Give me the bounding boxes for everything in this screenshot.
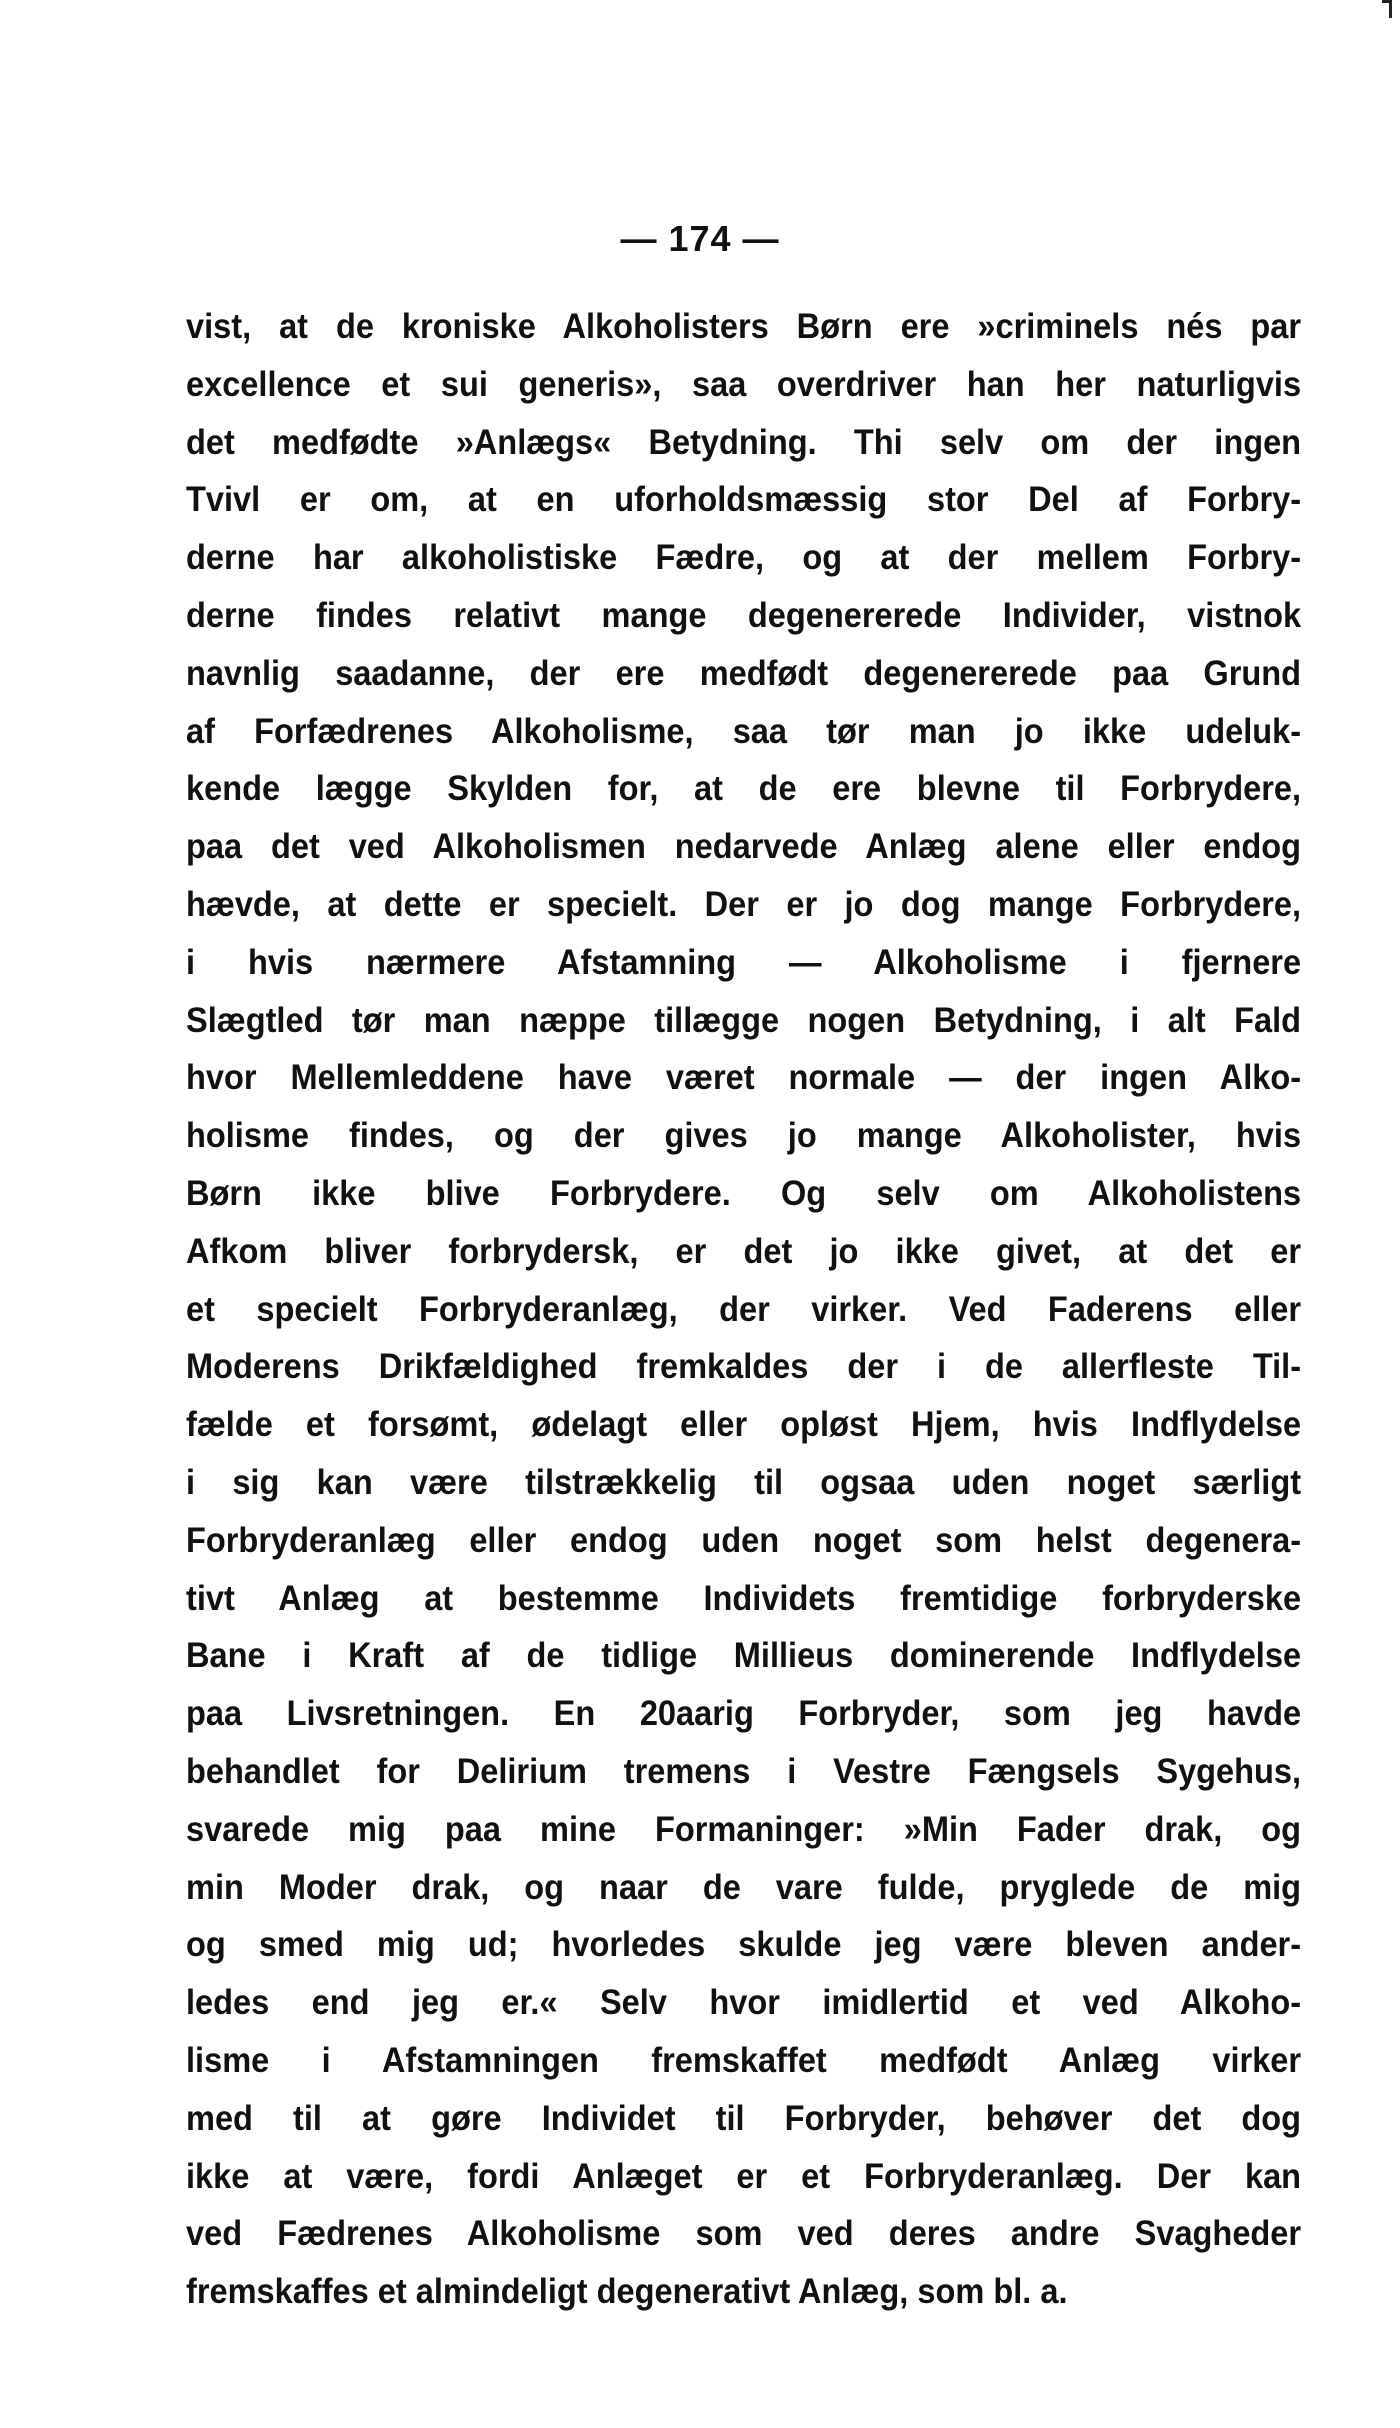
page-number: — 174 — (620, 218, 780, 259)
text-line: derne findes relativt mange degenererede Individer, vistnok (186, 595, 1302, 635)
text-line: hævde, at dette er specielt. Der er jo dog mange Forbrydere, (186, 884, 1302, 924)
text-line: hvor Mellemleddene have været normale — der ingen Alko- (186, 1058, 1302, 1098)
text-line: af Forfædrenes Alkoholisme, saa tør man jo ikke udeluk- (186, 711, 1302, 751)
text-line: ikke at være, fordi Anlæget er et Forbryderanlæg. Der kan (186, 2156, 1302, 2196)
text-line: fælde et forsømt, ødelagt eller opløst Hjem, hvis Indflydelse (186, 1405, 1302, 1445)
text-line: svarede mig paa mine Formaninger: »Min Fader drak, og (186, 1809, 1302, 1849)
text-line: ledes end jeg er.« Selv hvor imidlertid et ved Alkoho- (186, 1983, 1302, 2023)
text-line: det medfødte »Anlægs« Betydning. Thi selv om der ingen (186, 422, 1302, 462)
text-line: kende lægge Skylden for, at de ere blevne til Forbrydere, (186, 769, 1302, 809)
text-line: lisme i Afstamningen fremskaffet medfødt Anlæg virker (186, 2040, 1302, 2080)
text-line: med til at gøre Individet til Forbryder, behøver det dog (186, 2098, 1302, 2138)
text-line: i sig kan være tilstrækkelig til ogsaa uden noget særligt (186, 1462, 1302, 1502)
text-line: tivt Anlæg at bestemme Individets fremtidige forbryderske (186, 1578, 1302, 1618)
text-line: excellence et sui generis», saa overdriver han her naturligvis (186, 364, 1302, 404)
text-line: navnlig saadanne, der ere medfødt degenererede paa Grund (186, 653, 1302, 693)
text-line: paa Livsretningen. En 20aarig Forbryder, som jeg havde (186, 1694, 1302, 1734)
text-line: behandlet for Delirium tremens i Vestre Fængsels Sygehus, (186, 1751, 1302, 1791)
text-line: i hvis nærmere Afstamning — Alkoholisme i fjernere (186, 942, 1302, 982)
text-line: Slægtled tør man næppe tillægge nogen Betydning, i alt Fald (186, 1000, 1302, 1040)
text-line: Tvivl er om, at en uforholdsmæssig stor Del af Forbry- (186, 480, 1302, 520)
text-line: fremskaffes et almindeligt degenerativt Anlæg, som bl. a. (186, 2272, 1068, 2312)
text-line: Moderens Drikfældighed fremkaldes der i de allerfleste Til- (186, 1347, 1302, 1387)
text-line: min Moder drak, og naar de vare fulde, pryglede de mig (186, 1867, 1302, 1907)
text-line: Forbryderanlæg eller endog uden noget som helst degenera- (186, 1520, 1302, 1560)
text-line: Afkom bliver forbrydersk, er det jo ikke givet, at det er (186, 1231, 1302, 1271)
text-line: paa det ved Alkoholismen nedarvede Anlæg alene eller endog (186, 827, 1302, 867)
text-line: Børn ikke blive Forbrydere. Og selv om Alkoholistens (186, 1173, 1302, 1213)
text-line: ved Fædrenes Alkoholisme som ved deres andre Svagheder (186, 2214, 1302, 2254)
text-line: holisme findes, og der gives jo mange Alkoholister, hvis (186, 1116, 1302, 1156)
page-edge-mark (1389, 0, 1392, 18)
text-line: et specielt Forbryderanlæg, der virker. Ved Faderens eller (186, 1289, 1302, 1329)
text-line: derne har alkoholistiske Fædre, og at der mellem Forbry- (186, 538, 1302, 578)
body-text (186, 298, 1301, 2321)
text-line: Bane i Kraft af de tidlige Millieus dominerende Indflydelse (186, 1636, 1302, 1676)
text-line: vist, at de kroniske Alkoholisters Børn ere »criminels nés par (186, 307, 1302, 346)
text-line: og smed mig ud; hvorledes skulde jeg være bleven ander- (186, 1925, 1302, 1965)
